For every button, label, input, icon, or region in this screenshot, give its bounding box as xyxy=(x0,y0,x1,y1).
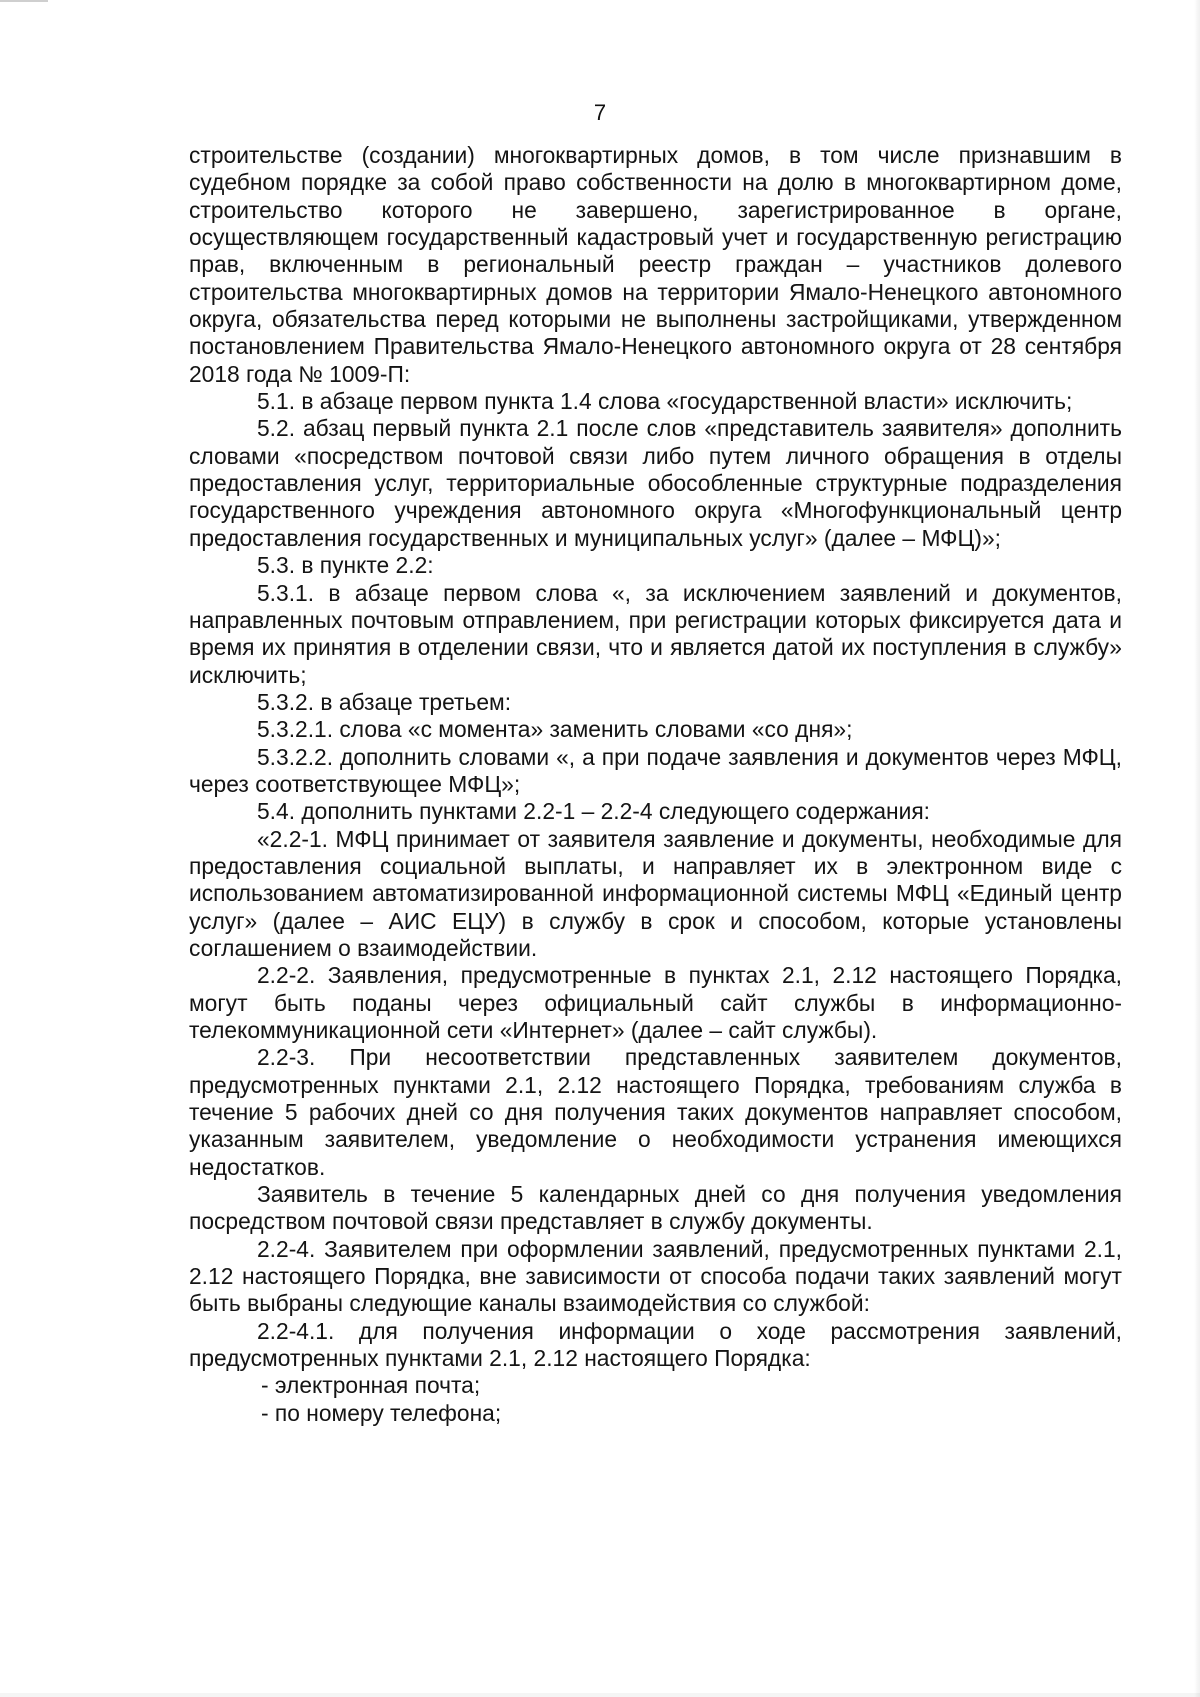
paragraph-5-3-2-1: 5.3.2.1. слова «с момента» заменить словами «со дня»; xyxy=(257,716,853,743)
paragraph-2-2-3: 2.2-3. При несоответствии представленных заявителем документов, предусмотренных пунктами 2.1, 2.12 настоящего Порядка, требованиям служба в течение 5 рабочих дней со дня получения таких документов направляет способом, указанным заявителем, уведомление о необходимости устранения имеющихся недостатков. xyxy=(189,1044,1122,1180)
document-body xyxy=(189,142,1122,1427)
paragraph-5-3-1: 5.3.1. в абзаце первом слова «, за исключением заявлений и документов, направленных почтовым отправлением, при регистрации которых фиксируется дата и время их принятия в отделении связи, что и является датой их поступления в службу» исключить; xyxy=(189,579,1122,688)
paragraph-5-2: 5.2. абзац первый пункта 2.1 после слов «представитель заявителя» дополнить словами «посредством почтовой связи либо путем личного обращения в отделы предоставления услуг, территориальные обособленные структурные подразделения государственного учреждения автономного округа «Многофункциональный центр предоставления государственных и муниципальных услуг» (далее – МФЦ)»; xyxy=(189,415,1122,551)
scan-edge-shadow xyxy=(1194,0,1200,1697)
paragraph-2-2-1: «2.2-1. МФЦ принимает от заявителя заявление и документы, необходимые для предоставления социальной выплаты, и направляет их в электронном виде с использованием автоматизированной информационной системы МФЦ «Единый центр услуг» (далее – АИС ЕЦУ) в службу в срок и способом, которые установлены соглашением о взаимодействии. xyxy=(189,825,1122,961)
paragraph-5-1: 5.1. в абзаце первом пункта 1.4 слова «государственной власти» исключить; xyxy=(257,388,1073,415)
paragraph-applicant-notice: Заявитель в течение 5 календарных дней со дня получения уведомления посредством почтовой связи представляет в службу документы. xyxy=(189,1181,1122,1235)
paragraph-5-3-2-2: 5.3.2.2. дополнить словами «, а при подаче заявления и документов через МФЦ, через соответствующее МФЦ»; xyxy=(189,743,1122,797)
scan-corner-mark xyxy=(0,0,48,2)
paragraph-5-4: 5.4. дополнить пунктами 2.2-1 – 2.2-4 следующего содержания: xyxy=(257,798,931,825)
paragraph-2-2-2: 2.2-2. Заявления, предусмотренные в пунктах 2.1, 2.12 настоящего Порядка, могут быть поданы через официальный сайт службы в информационно-телекоммуникационной сети «Интернет» (далее – сайт службы). xyxy=(189,962,1122,1043)
paragraph-2-2-4: 2.2-4. Заявителем при оформлении заявлений, предусмотренных пунктами 2.1, 2.12 настоящего Порядка, вне зависимости от способа подачи таких заявлений могут быть выбраны следующие каналы взаимодействия со службой: xyxy=(189,1235,1122,1317)
list-item-phone: - по номеру телефона; xyxy=(261,1399,502,1426)
list-item-email: - электронная почта; xyxy=(261,1372,481,1399)
paragraph-2-2-4-1: 2.2-4.1. для получения информации о ходе рассмотрения заявлений, предусмотренных пунктами 2.1, 2.12 настоящего Порядка: xyxy=(189,1317,1122,1372)
page-number: 7 xyxy=(593,100,607,125)
scan-bottom-edge xyxy=(0,1693,1200,1697)
paragraph-intro-continuation: строительстве (создании) многоквартирных домов, в том числе признавшим в судебном порядке за собой право собственности на долю в многоквартирном доме, строительство которого не завершено, зарегистрированное в органе, осуществляющем государственный кадастровый учет и государственную регистрацию прав, включенным в региональный реестр граждан – участников долевого строительства многоквартирных домов на территории Ямало-Ненецкого автономного округа, обязательства перед которыми не выполнены застройщиками, утвержденном постановлением Правительства Ямало-Ненецкого автономного округа от 28 сентября 2018 года № 1009-П: xyxy=(189,142,1122,387)
paragraph-5-3: 5.3. в пункте 2.2: xyxy=(257,552,434,579)
paragraph-5-3-2: 5.3.2. в абзаце третьем: xyxy=(257,688,512,715)
